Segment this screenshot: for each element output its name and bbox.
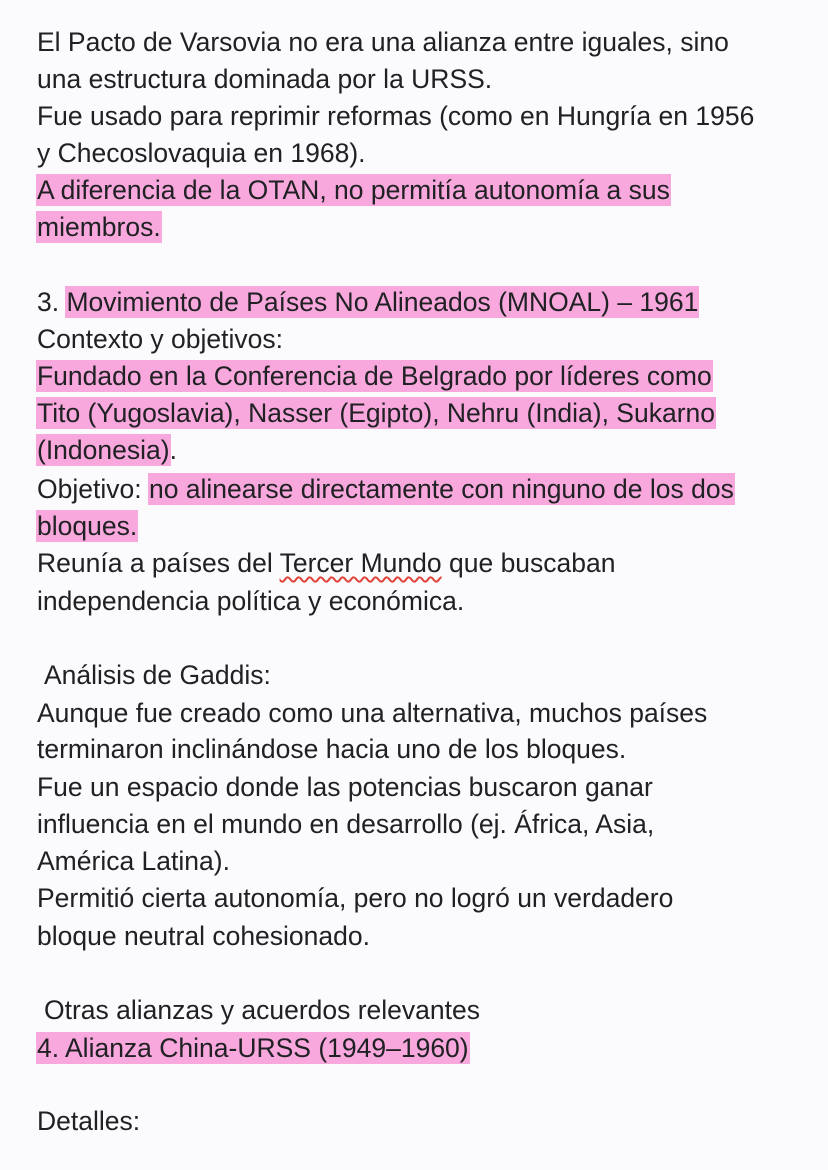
text-line: independencia política y económica.: [37, 586, 465, 616]
text-line: El Pacto de Varsovia no era una alianza entre iguales, sino: [37, 27, 729, 57]
text-fragment: Reunía a países del: [37, 548, 280, 578]
text-line: Permitió cierta autonomía, pero no logró un verdadero: [37, 883, 674, 913]
section-heading: [37, 284, 698, 320]
text-line: [37, 545, 616, 581]
highlighted-text: miembros.: [37, 212, 161, 242]
subheading: Análisis de Gaddis:: [44, 660, 271, 690]
text-line: una estructura dominada por la URSS.: [37, 64, 493, 94]
text-line: [37, 1030, 469, 1066]
text-fragment: que buscaban: [441, 548, 616, 578]
text-line: Fue usado para reprimir reformas (como en Hungría en 1956: [37, 101, 755, 131]
text-line: y Checoslovaquia en 1968).: [37, 138, 366, 168]
highlighted-text: 4. Alianza China-URSS (1949–1960): [37, 1033, 469, 1063]
highlighted-text: Tito (Yugoslavia), Nasser (Egipto), Nehru (India), Sukarno: [37, 398, 716, 428]
text-line: [37, 395, 715, 431]
text-line: influencia en el mundo en desarrollo (ej. África, Asia,: [37, 809, 655, 839]
highlighted-text: Fundado en la Conferencia de Belgrado por líderes como: [37, 361, 712, 391]
text-line: Contexto y objetivos:: [37, 324, 283, 354]
highlighted-text: (Indonesia): [37, 435, 170, 465]
text-line: América Latina).: [37, 846, 230, 876]
text-line: [37, 358, 712, 394]
highlighted-text: A diferencia de la OTAN, no permitía autonomía a sus: [37, 175, 670, 205]
text-line: terminaron inclinándose hacia uno de los bloques.: [37, 734, 627, 764]
text-line: Detalles:: [37, 1106, 141, 1136]
spellcheck-flagged-term[interactable]: Tercer Mundo: [279, 548, 442, 578]
text-line: [37, 508, 137, 544]
subheading: Otras alianzas y acuerdos relevantes: [44, 995, 480, 1025]
text-line: Aunque fue creado como una alternativa, muchos países: [37, 698, 708, 728]
objective-label: Objetivo:: [37, 474, 142, 504]
highlighted-text: no alinearse directamente con ninguno de los dos: [148, 474, 734, 504]
period: .: [169, 435, 177, 465]
text-line: [37, 172, 670, 208]
text-line: bloque neutral cohesionado.: [37, 921, 370, 951]
text-line: Fue un espacio donde las potencias buscaron ganar: [37, 772, 653, 802]
text-line: [37, 209, 161, 245]
highlighted-text: bloques.: [37, 511, 138, 541]
text-line: [37, 471, 734, 507]
section-number: 3.: [37, 287, 60, 317]
section-title: Movimiento de Países No Alineados (MNOAL) – 1961: [66, 287, 699, 317]
text-line: [37, 432, 177, 468]
